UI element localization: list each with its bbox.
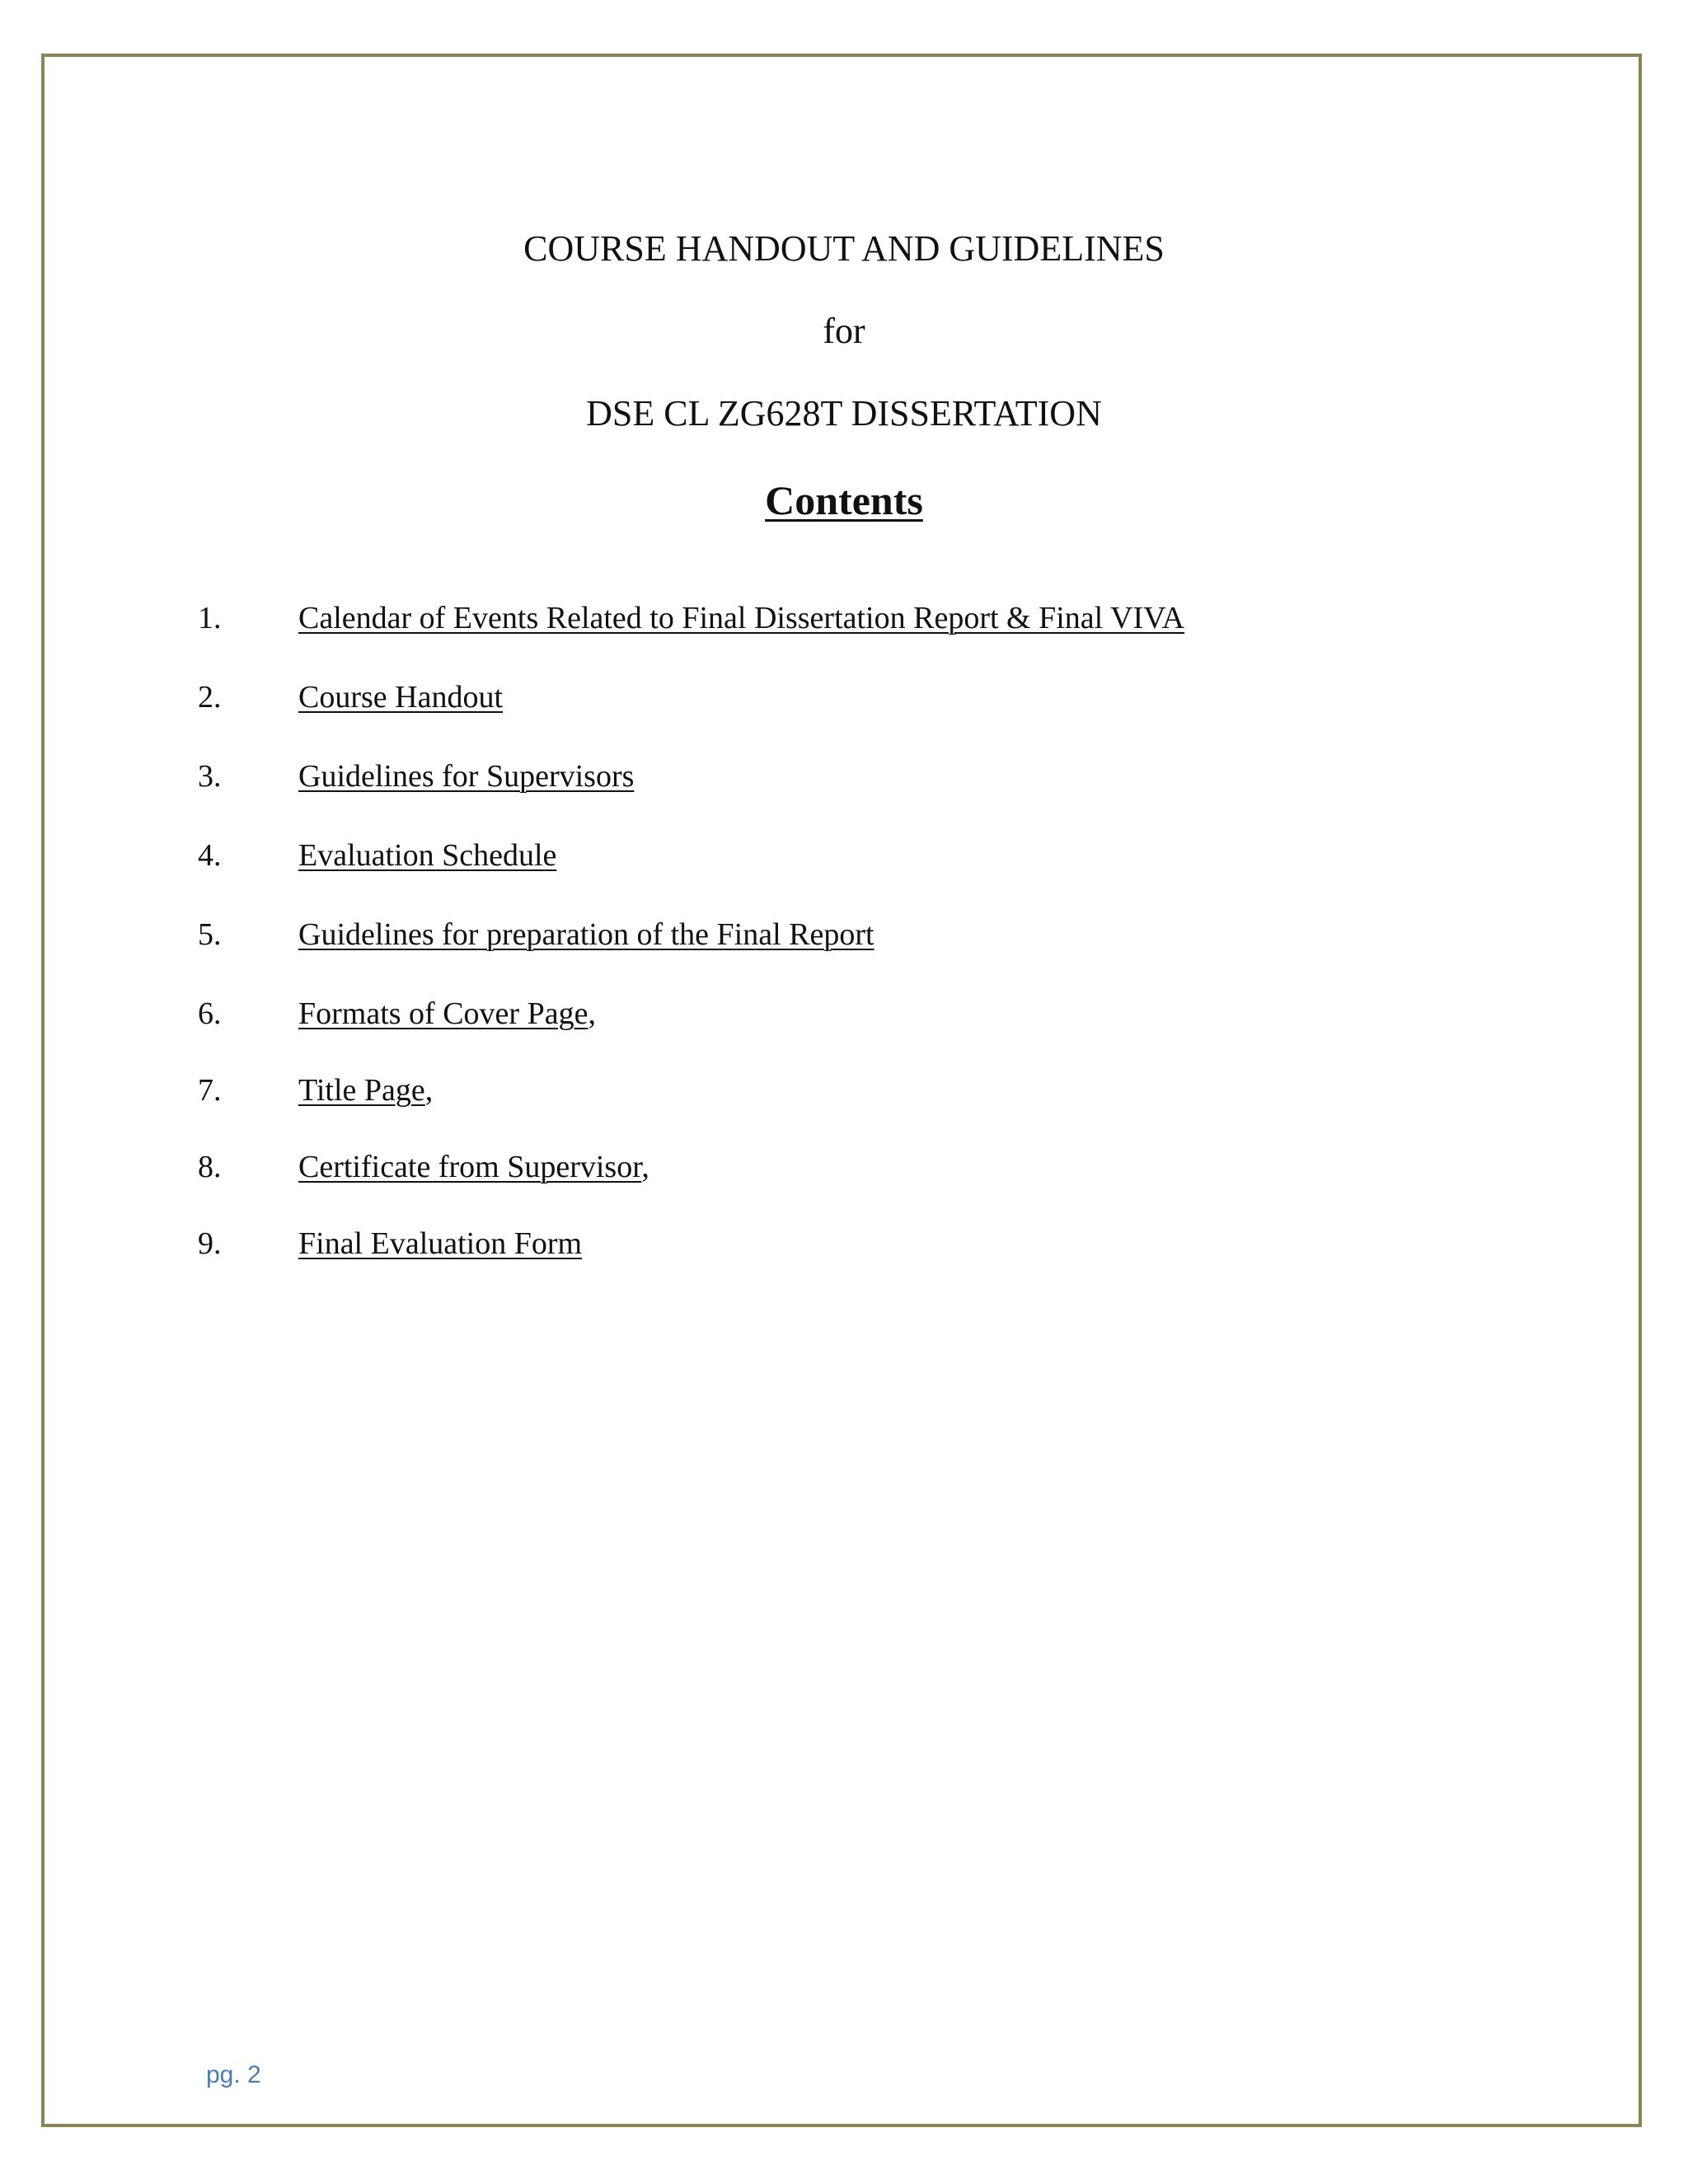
- toc-item-calendar: [198, 595, 1517, 674]
- toc-link-final-evaluation-form[interactable]: Final Evaluation Form: [298, 1226, 583, 1261]
- toc-link-calendar[interactable]: Calendar of Events Related to Final Dissertation Report & Final VIVA: [298, 601, 1185, 635]
- toc-item-supervisor-certificate: [198, 1144, 1517, 1221]
- toc-number: 7.: [198, 1073, 222, 1108]
- toc-item-final-evaluation-form: [198, 1221, 1517, 1297]
- toc-item-evaluation-schedule: [198, 832, 1517, 912]
- toc-number: 1.: [198, 601, 222, 635]
- document-title: COURSE HANDOUT AND GUIDELINES: [523, 228, 1165, 269]
- toc-suffix: ,: [588, 996, 596, 1031]
- toc-item-cover-page-formats: [198, 991, 1517, 1067]
- toc-number: 2.: [198, 680, 222, 715]
- toc-item-course-handout: [198, 674, 1517, 753]
- title-connector: for: [823, 311, 865, 351]
- contents-heading: Contents: [765, 477, 923, 523]
- toc-link-title-page[interactable]: Title Page: [298, 1073, 425, 1108]
- toc-number: 9.: [198, 1226, 222, 1261]
- toc-item-final-report-guidelines: [198, 912, 1517, 991]
- toc-suffix: ,: [641, 1150, 649, 1184]
- toc-number: 6.: [198, 996, 222, 1031]
- toc-number: 4.: [198, 838, 222, 873]
- toc-item-title-page: [198, 1067, 1517, 1144]
- toc-suffix: ,: [424, 1073, 434, 1108]
- toc-link-course-handout[interactable]: Course Handout: [298, 680, 504, 715]
- toc-link-guidelines-supervisors[interactable]: Guidelines for Supervisors: [298, 759, 635, 794]
- course-code-title: DSE CL ZG628T DISSERTATION: [586, 393, 1102, 434]
- toc-link-evaluation-schedule[interactable]: Evaluation Schedule: [298, 838, 557, 873]
- page-number: pg. 2: [206, 2061, 261, 2088]
- table-of-contents: [198, 595, 1517, 1297]
- toc-link-final-report-guidelines[interactable]: Guidelines for preparation of the Final Report: [298, 917, 874, 952]
- toc-item-guidelines-supervisors: [198, 753, 1517, 832]
- toc-number: 8.: [198, 1150, 222, 1184]
- toc-link-supervisor-certificate[interactable]: Certificate from Supervisor: [298, 1150, 642, 1184]
- toc-link-cover-page-formats[interactable]: Formats of Cover Page: [298, 996, 588, 1031]
- toc-number: 5.: [198, 917, 222, 952]
- toc-number: 3.: [198, 759, 222, 794]
